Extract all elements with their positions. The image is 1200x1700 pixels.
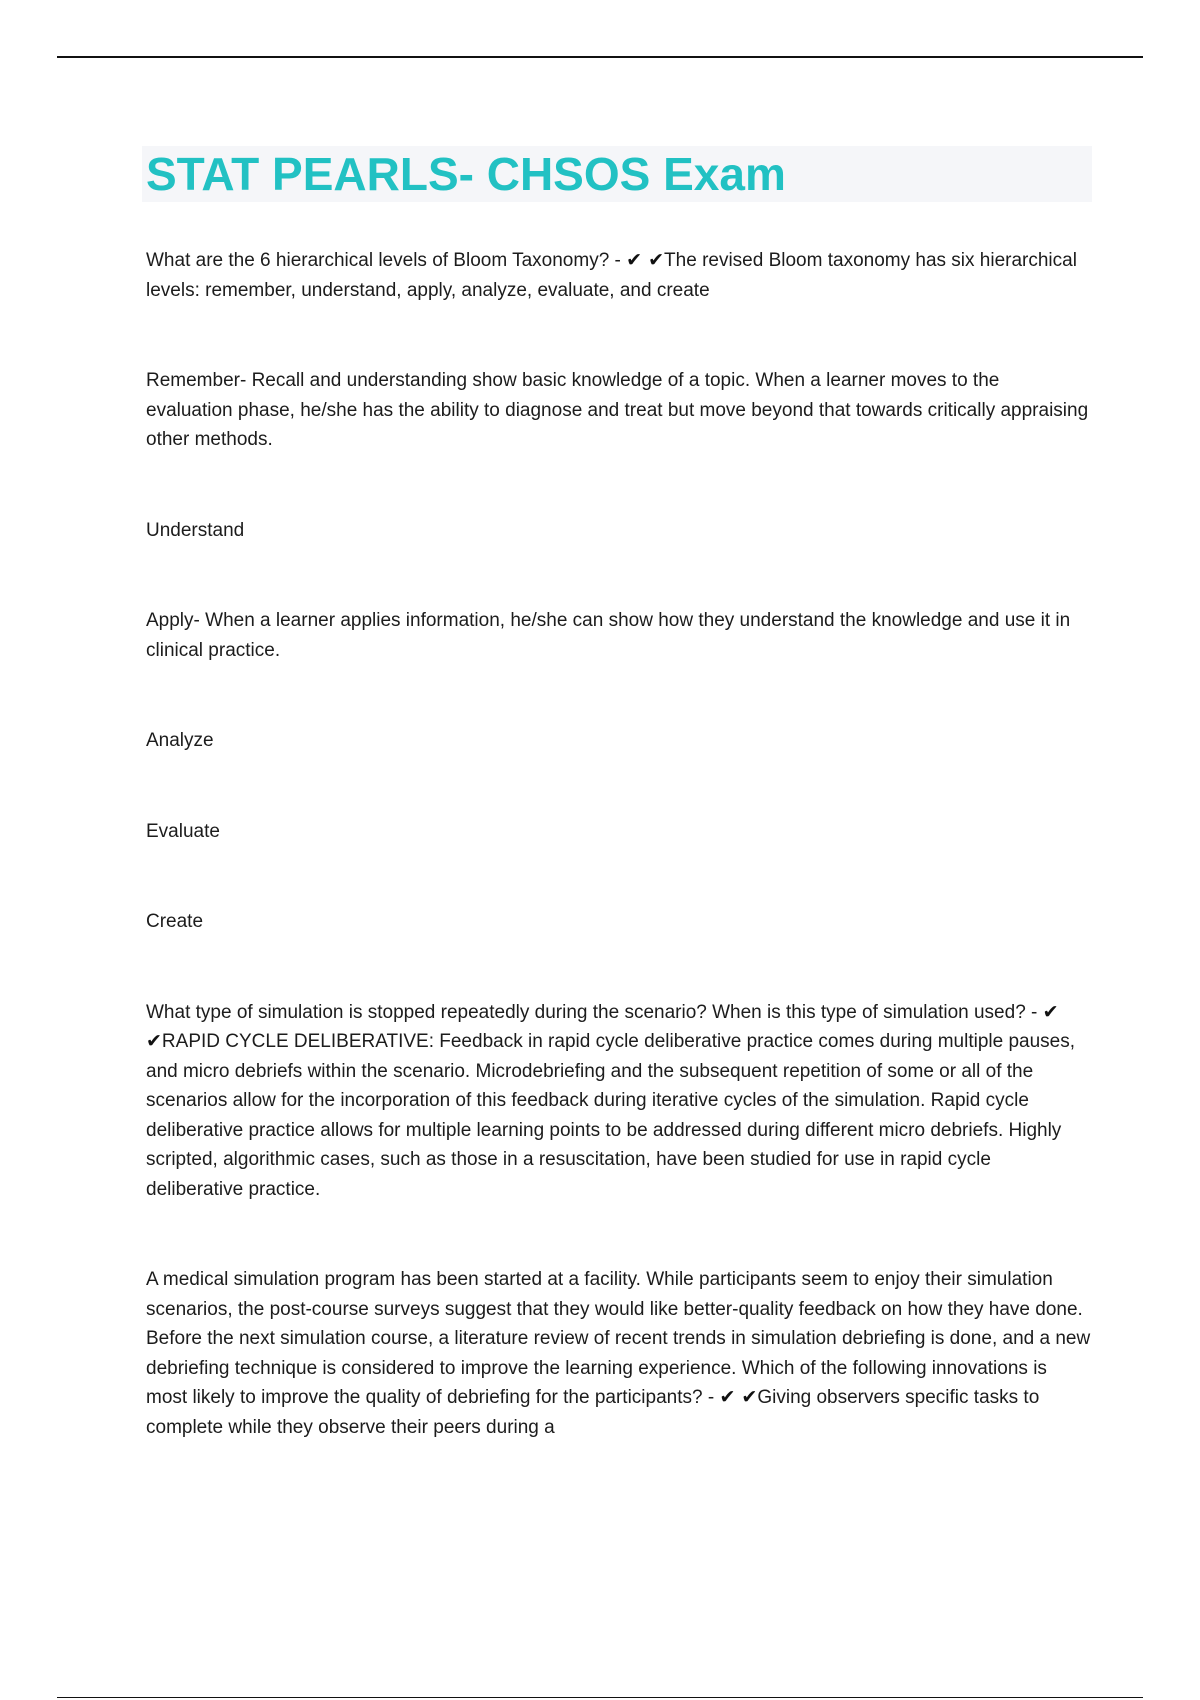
paragraph-understand: Understand bbox=[146, 519, 245, 541]
answer-text: RAPID CYCLE DELIBERATIVE: Feedback in rapid cycle deliberative practice comes during multiple pauses, and micro debriefs within the scenario. Microdebriefing and the subsequent repetition of some or all of the scenarios allow for the incorporation of this feedback during iterative cycles of the simulation. Rapid cycle deliberative practice allows for multiple learning points to be addressed during different micro debriefs. Highly scripted, algorithmic cases, such as those in a resuscitation, have been studied for use in rapid cycle deliberative practice. bbox=[146, 1031, 1076, 1200]
answer-text: The revised Bloom taxonomy has six hierarchical levels: remember, understand, apply, analyze, evaluate, and create bbox=[146, 250, 1077, 301]
question-text: What type of simulation is stopped repeatedly during the scenario? When is this type of simulation used? - bbox=[146, 1001, 1043, 1023]
footer-rule bbox=[57, 1697, 1143, 1698]
qa-debriefing bbox=[146, 1265, 1091, 1442]
paragraph-apply: Apply- When a learner applies information, he/she can show how they understand the knowledge and use it in clinical practice. bbox=[146, 610, 1071, 661]
header-rule bbox=[57, 56, 1143, 58]
paragraph-evaluate: Evaluate bbox=[146, 820, 220, 842]
qa-rapid-cycle bbox=[146, 998, 1091, 1205]
paragraph-create: Create bbox=[146, 911, 204, 932]
double-checkmark-icon: ✔ ✔ bbox=[626, 249, 665, 271]
double-checkmark-icon: ✔ ✔ bbox=[719, 1386, 758, 1408]
paragraph-analyze: Analyze bbox=[146, 730, 214, 751]
document-title: STAT PEARLS- CHSOS Exam bbox=[146, 148, 786, 200]
document-body bbox=[146, 246, 1091, 1503]
qa-bloom-levels bbox=[146, 246, 1091, 305]
question-text: A medical simulation program has been started at a facility. While participants seem to enjoy their simulation scenarios, the post-course surveys suggest that they would like better-quality feedback on how they have done. Before the next simulation course, a literature review of recent trends in simulation debriefing is done, and a new debriefing technique is considered to improve the learning experience. Which of the following innovations is most likely to improve the quality of debriefing for the participants? - bbox=[146, 1269, 1091, 1408]
question-text: What are the 6 hierarchical levels of Bloom Taxonomy? - bbox=[146, 250, 627, 271]
answer-text: Giving observers specific tasks to complete while they observe their peers during a bbox=[146, 1387, 1040, 1438]
double-checkmark-icon: ✔ ✔ bbox=[146, 1000, 1059, 1052]
paragraph-remember: Remember- Recall and understanding show basic knowledge of a topic. When a learner moves to the evaluation phase, he/she has the ability to diagnose and treat but move beyond that towards critically appraising other methods. bbox=[146, 370, 1089, 450]
